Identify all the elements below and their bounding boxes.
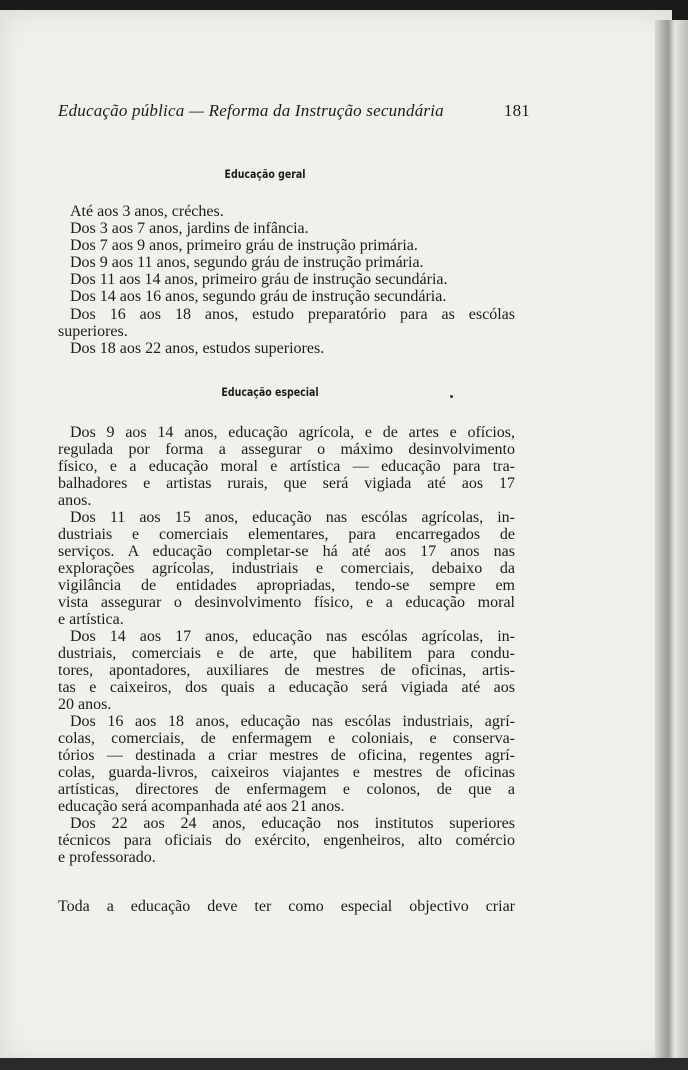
text-line: técnicos para oficiais do exército, engenheiros, alto comércio <box>58 832 515 849</box>
text-line: Dos 14 aos 16 anos, segundo gráu de instrução secundária. <box>70 288 447 306</box>
text-line: tórios — destinada a criar mestres de oficina, regentes agrí- <box>58 747 515 764</box>
text-line: educação será acompanhada até aos 21 anos. <box>58 798 345 815</box>
text-line: Dos 16 aos 18 anos, educação nas escólas industriais, agrí- <box>70 713 515 730</box>
text-line: Dos 18 aos 22 anos, estudos superiores. <box>70 339 325 357</box>
text-line: Dos 11 aos 15 anos, educação nas escólas agrícolas, in- <box>70 509 515 526</box>
text-line: anos. <box>58 492 92 509</box>
text-line: Dos 11 aos 14 anos, primeiro gráu de instrução secundária. <box>70 271 448 289</box>
page-number: 181 <box>503 101 530 120</box>
text-line: 20 anos. <box>58 696 112 713</box>
text-line: dustriais, comerciais e de arte, que habilitem para condu- <box>58 645 515 662</box>
text-line: tas e caixeiros, dos quais a educação será vigiada até aos <box>58 679 515 696</box>
text-line: Dos 16 aos 18 anos, estudo preparatório para as escólas <box>70 305 515 323</box>
text-line: colas, guarda-livros, caixeiros viajantes e mestres de oficinas <box>58 764 515 781</box>
bottom-border <box>0 1058 688 1070</box>
text-line: regulada por forma a assegurar o máximo desinvolvimento <box>58 441 515 458</box>
text-line: Dos 9 aos 11 anos, segundo gráu de instrução primária. <box>70 254 424 272</box>
closing-line: Toda a educação deve ter como especial objectivo criar <box>58 898 515 915</box>
section-heading-special: Educação especial <box>221 385 319 399</box>
text-line: Dos 7 aos 9 anos, primeiro gráu de instrução primária. <box>70 237 418 255</box>
text-line: colas, comerciais, de enfermagem e coloniais, e conserva- <box>58 730 515 747</box>
text-line: físico, e a educação moral e artística — educação para tra- <box>58 458 515 475</box>
text-line: e professorado. <box>58 849 156 866</box>
text-line: Dos 22 aos 24 anos, educação nos institutos superiores <box>70 815 515 832</box>
special-education-text <box>58 424 515 866</box>
page-edge <box>655 20 688 1070</box>
text-line: explorações agrícolas, industriais e comerciais, debaixo da <box>58 560 515 577</box>
running-title: Educação pública — Reforma da Instrução secundária <box>58 101 444 120</box>
text-line: balhadores e artistas rurais, que será vigiada até aos 17 <box>58 475 515 492</box>
text-line: superiores. <box>58 322 128 340</box>
text-line: dustriais e comerciais elementares, para encarregados de <box>58 526 515 543</box>
text-line: Até aos 3 anos, créches. <box>70 203 224 220</box>
text-line: serviços. A educação completar-se há até aos 17 anos nas <box>58 543 515 560</box>
text-line: e artística. <box>58 611 124 628</box>
text-line: artísticas, directores de enfermagem e colonos, de que a <box>58 781 515 798</box>
text-line: Dos 14 aos 17 anos, educação nas escólas agrícolas, in- <box>70 628 515 645</box>
text-line: vista assegurar o desinvolvimento físico, e a educação moral <box>58 594 515 611</box>
text-line: Dos 3 aos 7 anos, jardins de infância. <box>70 220 309 238</box>
ink-speck <box>450 395 453 398</box>
running-head <box>58 101 530 121</box>
text-line: Dos 9 aos 14 anos, educação agrícola, e de artes e ofícios, <box>70 424 515 441</box>
text-line: vigilância de entidades apropriadas, tendo-se sempre em <box>58 577 515 594</box>
section-heading-general: Educação geral <box>224 167 306 181</box>
text-line: tores, apontadores, auxiliares de mestres de oficinas, artis- <box>58 662 515 679</box>
general-education-list <box>58 203 515 357</box>
